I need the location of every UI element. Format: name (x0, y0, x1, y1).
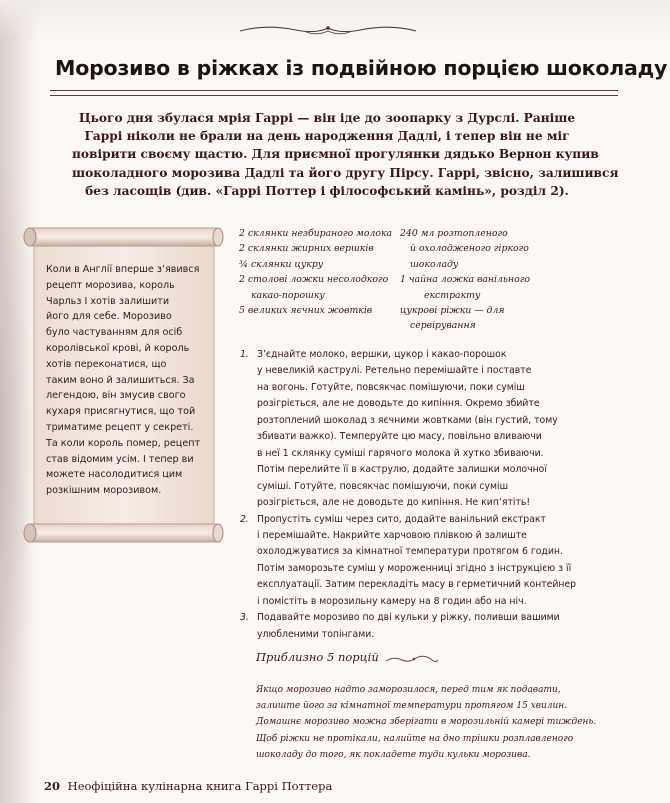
intro-paragraph (72, 109, 619, 200)
step-line: і помістіть в морозильну камеру на 8 годин або на ніч. (257, 595, 527, 607)
step-line: і перемішайте. Накрийте харчовою плівкою й залиште (257, 529, 527, 541)
step-line: Потім перелийте її в каструлю, додайте залишки молочної (257, 464, 547, 476)
note-line: Щоб ріжки не протікали, налийте на дно трішки розплавленого (256, 733, 574, 744)
step-number: 2. (240, 513, 249, 525)
page-number: 20 (44, 779, 61, 793)
step-line: на вогонь. Готуйте, повсякчас помішуючи, поки суміш (257, 381, 525, 393)
step-line: розігріється, але не доводьте до кипіння. Не кип’ятіть! (257, 497, 531, 509)
step-line: Потім заморозьте суміш у мороженниці згідно з інструкцією з її (257, 562, 572, 574)
intro-line: Гаррі ніколи не брали на день народження Дадлі, і тепер він не міг (84, 129, 570, 144)
sidebar-line: розкішним морозивом. (46, 485, 162, 497)
sidebar-line: кухаря присягнутися, що той (46, 406, 196, 418)
intro-line: шоколадного морозива Дадлі та його другу Пірсу. Гаррі, звісно, залишився (72, 165, 619, 180)
sidebar-line: легендою, він змусив свого (46, 390, 186, 402)
step-2 (240, 512, 577, 611)
page-footer (44, 779, 332, 793)
ingredient-line: шоколаду (410, 258, 459, 270)
book-title: Неофіційна кулінарна книга Гаррі Поттера (67, 779, 333, 793)
sidebar-line: Коли в Англії вперше з’явився (46, 264, 200, 275)
sidebar-line: королівської крові, й король (46, 342, 190, 354)
note-line: Домашнє морозиво можна зберігати в морозильній камері тиждень. (256, 717, 597, 728)
ingredient-line: екстракту (424, 289, 481, 301)
step-number: 1. (240, 349, 249, 360)
step-3 (240, 610, 570, 643)
recipe-title: Морозиво в ріжках із подвійною порцією шоколаду (55, 56, 668, 80)
title-ornament (236, 22, 420, 38)
flourish-ornament (384, 654, 440, 666)
step-line: розтоплений шоколад з яєчними жовтками (він густий, тому (257, 414, 558, 426)
sidebar-line: став відомим усім. І тепер ви (46, 453, 194, 465)
step-number: 3. (240, 612, 249, 624)
step-line: З’єднайте молоко, вершки, цукор і какао-порошок (257, 349, 507, 360)
ingredient-line: 2 склянки незбираного молока (239, 228, 393, 239)
step-line: у невеликій каструлі. Ретельно перемішайте і поставте (257, 365, 532, 377)
step-line: Пропустіть суміш через сито, додайте ванільний екстракт (257, 513, 546, 525)
sidebar-line: Та коли король помер, рецепт (46, 437, 201, 449)
step-line: збивати важко). Темперуйте цю масу, повільно вливаючи (257, 431, 542, 443)
step-line: Подавайте морозиво по дві кульки у ріжку, поливши вашими (257, 612, 560, 624)
tips-note (256, 682, 597, 763)
step-line: розігріється, але не доводьте до кипіння. Окремо збийте (257, 398, 540, 410)
ingredient-line: 2 столові ложки несолодкого (239, 274, 389, 286)
intro-line: без ласощів (див. «Гаррі Поттер і філософський камінь», розділ 2). (85, 183, 569, 198)
sidebar-line: таким воно й залишиться. За (46, 374, 195, 386)
note-line: Якщо морозиво надто заморозилося, перед тим як подавати, (256, 685, 561, 695)
sidebar-line: хотів переконатися, що (46, 358, 167, 370)
step-line: охолоджуватися за кімнатної температури протягом 6 годин. (257, 546, 563, 558)
title-divider (50, 90, 618, 96)
ingredients-left (239, 226, 392, 318)
step-1 (240, 347, 570, 512)
ingredient-line: 2 склянки жирних вершків (239, 243, 374, 255)
step-line: улюбленими топінгами. (257, 628, 375, 640)
sidebar-line: його для себе. Морозиво (46, 311, 172, 323)
step-line: суміші. Готуйте, повсякчас помішуючи, поки суміш (257, 480, 509, 492)
servings-label: Приблизно 5 порцій (256, 650, 379, 664)
ingredient-line: й охолодженого гіркого (410, 243, 529, 255)
step-line: експлуатації. Затим перекладіть масу в герметичний контейнер (257, 579, 577, 591)
ingredient-line: 5 великих яєчних жовтків (239, 305, 373, 317)
ingredient-line: 240 мл розтопленого (400, 228, 508, 239)
ingredient-line: сервірування (410, 320, 476, 332)
sidebar-line: Чарльз I хотів залишити (46, 295, 170, 307)
ingredient-line: цукрові ріжки — для (400, 305, 505, 317)
ingredient-line: какао-порошку (251, 289, 325, 301)
method-steps (240, 347, 577, 643)
sidebar-line: було частуванням для осіб (46, 327, 183, 339)
sidebar-text (46, 262, 222, 499)
sidebar-line: триматиме рецепт у секреті. (46, 421, 194, 433)
step-line: в неї 1 склянку суміші гарячого молока й хутко збиваючи. (257, 447, 544, 459)
note-line: залиште його за кімнатної температури протягом 15 хвилин. (256, 701, 568, 712)
intro-line: повірити своєму щастю. Для приємної прогулянки дядько Вернон купив (72, 147, 599, 162)
sidebar-line: можете насолодитися цим (46, 469, 183, 481)
note-line: шоколаду до того, як покладете туди кульки морозива. (256, 749, 531, 760)
ingredients-right (400, 226, 530, 334)
ingredient-line: ¾ склянки цукру (239, 258, 324, 270)
intro-line: Цього дня збулася мрія Гаррі — він іде до зоопарку з Дурслі. Раніше (78, 111, 576, 125)
ingredient-line: 1 чайна ложка ванільного (400, 274, 530, 286)
sidebar-line: рецепт морозива, король (46, 279, 175, 291)
